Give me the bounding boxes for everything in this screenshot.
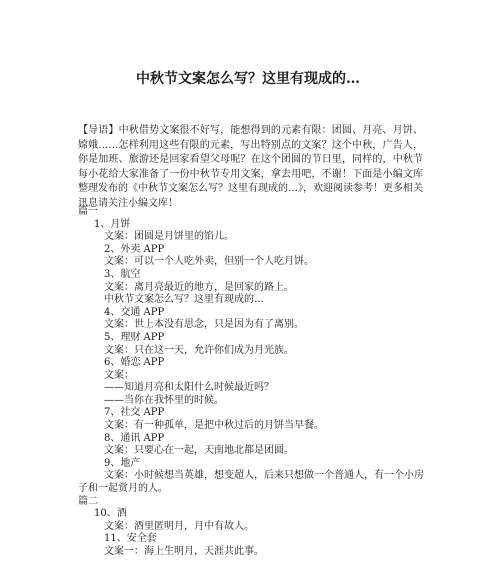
item-heading: 9、地产: [104, 457, 141, 469]
item-copy: 文案：酒里匿明月，月中有故人。: [104, 520, 254, 532]
section-heading: 篇一: [78, 206, 98, 217]
item-copy: 文案：团圆是月饼里的馅儿。: [104, 231, 234, 243]
item-heading: 5、理财 APP: [104, 331, 165, 343]
item-heading: 8、通讯 APP: [104, 432, 165, 444]
item-copy: ——知道月亮和太阳什么时候最近吗？: [104, 382, 274, 394]
item-copy: 文案：世上本没有思念，只是因为有了离别。: [104, 319, 304, 331]
item-copy: 文案一：海上生明月，天涯共此事。: [104, 546, 264, 557]
item-heading: 3、航空: [104, 268, 141, 280]
item-copy: 文案：只要心在一起，天南地北都是团圆。: [104, 445, 294, 457]
inline-title: 中秋节文案怎么写？这里有现成的…: [104, 294, 264, 306]
item-heading: 2、外卖 APP: [104, 243, 165, 255]
section-heading: 篇二: [78, 495, 98, 507]
item-heading: 10、酒: [94, 508, 127, 520]
item-heading: 7、社交 APP: [104, 407, 165, 419]
item-heading: 1、月饼: [94, 218, 131, 230]
item-heading: 4、交通 APP: [104, 306, 165, 318]
item-copy: 文案：小时候想当英雄，想变超人，后来只想做一个普通人，有一个小房: [104, 470, 424, 482]
document-title: 中秋节文案怎么写？这里有现成的…: [136, 71, 360, 87]
item-copy: 子和一起赏月的人。: [78, 483, 168, 495]
intro-paragraph: 【导语】中秋借势文案很不好写，能想得到的元素有限：团圆、月亮、月饼、嫦娥……怎样利用这些有限的元素，写出特别点的文案？这个中秋，广告人，你是加班、旅游还是回家看望父母呢？在这个团圆的节日里，同样的，中秋节每小花给大家准备了一份中秋节专用文案，拿去用吧，不谢！下面是小编文库整理发布的《中秋节文案怎么写？这里有现成的…》，欢迎阅读参考！更多相关讯息请关注小编文库！: [78, 125, 423, 209]
item-copy: 文案：: [104, 369, 134, 381]
item-copy: ——当你在我怀里的时候。: [104, 394, 224, 406]
item-heading: 11、安全套: [104, 533, 157, 545]
item-copy: 文案：离月亮最近的地方，是回家的路上。: [104, 281, 294, 293]
item-copy: 文案：可以一个人吃外卖，但别一个人吃月饼。: [104, 256, 314, 268]
item-copy: 文案：只在这一天，允许你们成为月光族。: [104, 344, 294, 356]
item-copy: 文案：有一种孤单，是把中秋过后的月饼当早餐。: [104, 420, 324, 432]
item-heading: 6、婚恋 APP: [104, 357, 165, 369]
